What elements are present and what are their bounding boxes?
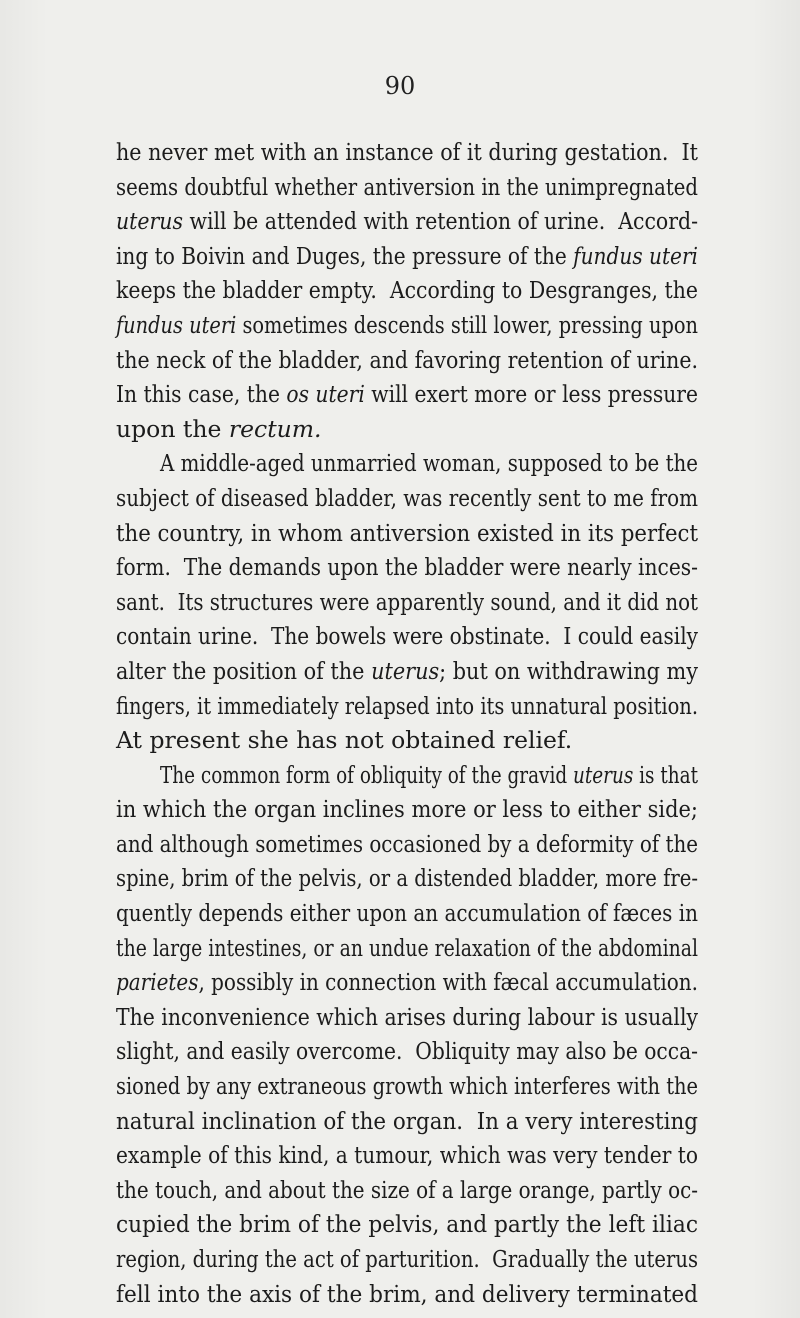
text-line (116, 1207, 698, 1242)
page-number: 90 (384, 72, 416, 100)
text-segment: quently depends either upon an accumulation of fæces in (116, 899, 698, 928)
text-line (116, 1138, 698, 1173)
italic-text: fundus uteri (573, 241, 698, 270)
text-segment: is that (633, 760, 698, 789)
text-segment: A middle-aged unmarried woman, supposed to be the (160, 449, 698, 478)
text-segment: subject of diseased bladder, was recently sent to me from (116, 483, 698, 512)
text-segment: alter the position of the (116, 656, 372, 685)
text-line (116, 170, 698, 205)
text-line (116, 308, 698, 343)
text-segment: will exert more or less pressure (364, 380, 698, 409)
italic-text: os uteri (286, 380, 365, 409)
text-line (116, 516, 698, 551)
text-segment: The inconvenience which arises during labour is usually (116, 1002, 698, 1031)
text-segment: fell into the axis of the brim, and delivery terminated (116, 1279, 698, 1308)
text-segment: The common form of obliquity of the gravid (160, 760, 574, 789)
text-segment: sometimes descends still lower, pressing upon (236, 310, 698, 339)
text-line (116, 343, 698, 378)
text-line (116, 827, 698, 862)
text-segment: will be attended with retention of urine. Accord- (182, 207, 699, 236)
text-segment: , possibly in connection with fæcal accumulation. (198, 968, 698, 997)
text-segment: slight, and easily overcome. Obliquity may also be occa- (116, 1037, 698, 1066)
text-line (116, 585, 698, 620)
text-segment: ing to Boivin and Duges, the pressure of the (116, 241, 574, 270)
text-line (116, 1000, 698, 1035)
text-line (116, 965, 698, 1000)
text-line (116, 792, 698, 827)
text-segment: the large intestines, or an undue relaxation of the abdominal (116, 933, 698, 962)
text-line (116, 239, 698, 274)
italic-text: uterus (573, 760, 634, 789)
text-segment: and although sometimes occasioned by a deformity of the (116, 829, 698, 858)
text-line (116, 273, 698, 308)
italic-text: uterus (371, 656, 440, 685)
text-line (116, 135, 698, 170)
text-segment: sant. Its structures were apparently sound, and it did not (116, 587, 698, 616)
text-segment: contain urine. The bowels were obstinate. I could easily (116, 622, 698, 651)
italic-text: fundus uteri (116, 310, 237, 339)
text-segment: region, during the act of parturition. Gradually the uterus (116, 1245, 698, 1273)
italic-text: uterus (116, 207, 183, 236)
text-segment: seems doubtful whether antiversion in the unimpregnated (116, 172, 698, 201)
text-line (116, 1069, 698, 1104)
text-line (116, 619, 698, 654)
text-line (116, 861, 698, 896)
text-segment: ; but on withdrawing my (439, 656, 698, 685)
text-line (116, 1104, 698, 1139)
text-segment: upon the (116, 414, 229, 443)
text-line (116, 412, 698, 447)
italic-text: parietes (116, 968, 199, 997)
text-line (116, 1277, 698, 1312)
text-line (116, 1034, 698, 1069)
text-line (116, 1242, 698, 1277)
text-segment: he never met with an instance of it during gestation. It (116, 138, 698, 166)
text-segment: the country, in whom antiversion existed in its perfect (116, 518, 698, 547)
text-line (116, 931, 698, 966)
text-line (116, 446, 698, 481)
text-segment: spine, brim of the pelvis, or a distended bladder, more fre- (116, 864, 698, 893)
text-segment: keeps the bladder empty. According to Desgranges, the (116, 276, 698, 305)
text-line (116, 654, 698, 689)
text-segment: in which the organ inclines more or less to either side; (116, 795, 698, 824)
text-segment: cupied the brim of the pelvis, and partly the left iliac (116, 1210, 698, 1239)
text-line (116, 377, 698, 412)
text-segment: In this case, the (116, 380, 287, 409)
body-text (116, 135, 698, 1311)
text-line (116, 481, 698, 516)
text-segment: sioned by any extraneous growth which interferes with the (116, 1072, 698, 1101)
italic-text: rectum. (228, 414, 322, 443)
text-line (116, 204, 698, 239)
text-segment: the neck of the bladder, and favoring retention of urine. (116, 345, 698, 374)
text-segment: form. The demands upon the bladder were nearly inces- (116, 553, 698, 582)
text-segment: At present she has not obtained relief. (116, 726, 573, 755)
text-line (116, 1173, 698, 1208)
text-line (116, 896, 698, 931)
text-line (116, 550, 698, 585)
text-segment: natural inclination of the organ. In a very interesting (116, 1106, 698, 1135)
text-line (116, 758, 698, 793)
text-segment: fingers, it immediately relapsed into its unnatural position. (116, 691, 698, 720)
text-segment: example of this kind, a tumour, which was very tender to (116, 1141, 698, 1170)
text-line (116, 689, 698, 724)
text-line (116, 723, 698, 758)
text-segment: the touch, and about the size of a large orange, partly oc- (116, 1175, 698, 1204)
